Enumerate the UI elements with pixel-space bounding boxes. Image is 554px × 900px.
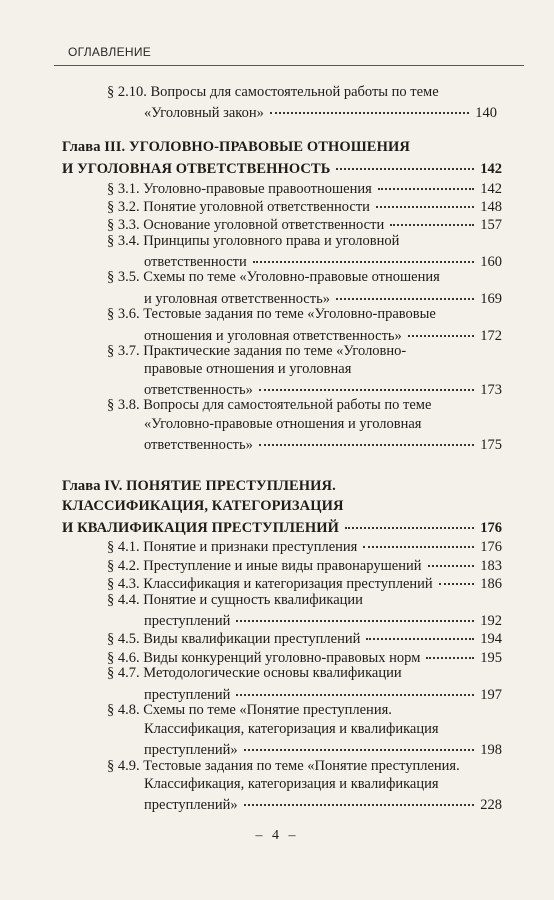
entry-text: преступлений» <box>144 742 238 758</box>
dot-leader <box>408 321 474 337</box>
page-ref: 169 <box>480 291 502 307</box>
page-ref: 142 <box>480 161 502 177</box>
dot-leader <box>336 284 474 300</box>
dot-leader <box>244 790 474 806</box>
entry-text: § 4.9. Тестовые задания по теме «Понятие преступления. <box>107 758 460 774</box>
entry-text: § 3.7. Практические задания по теме «Уголовно- <box>107 343 407 359</box>
entry-text: Глава III. УГОЛОВНО-ПРАВОВЫЕ ОТНОШЕНИЯ <box>62 139 410 155</box>
page-ref: 157 <box>480 217 502 233</box>
entry-text: преступлений <box>144 687 231 703</box>
entry-text: Классификация, категоризация и квалификация <box>144 721 439 737</box>
dot-leader <box>236 680 474 696</box>
page-ref: 195 <box>480 650 502 666</box>
entry-text: преступлений <box>144 613 231 629</box>
entry-text: § 4.4. Понятие и сущность квалификации <box>107 592 363 608</box>
entry-text: § 3.5. Схемы по теме «Уголовно-правовые отношения <box>107 269 440 285</box>
dot-leader <box>336 154 474 170</box>
entry-text: § 4.2. Преступление и иные виды правонарушений <box>107 558 422 574</box>
entry-text: § 3.3. Основание уголовной ответственности <box>107 217 385 233</box>
dot-leader <box>390 210 474 226</box>
page-ref: 183 <box>480 558 502 574</box>
entry-text: Классификация, категоризация и квалификация <box>144 776 439 792</box>
toc-entry-line <box>107 572 502 593</box>
page-ref: 198 <box>480 742 502 758</box>
page-ref: 176 <box>480 539 502 555</box>
dot-leader <box>244 735 474 751</box>
dot-leader <box>366 624 474 640</box>
page-ref: 172 <box>480 328 502 344</box>
dot-leader <box>428 551 475 567</box>
dot-leader <box>270 98 469 114</box>
toc-entry-line <box>107 701 502 719</box>
entry-text: ответственность» <box>144 437 253 453</box>
entry-text: отношения и уголовная ответственность» <box>144 328 402 344</box>
page-ref: 194 <box>480 631 502 647</box>
dot-leader <box>253 247 474 263</box>
toc-entry-line <box>107 342 502 360</box>
toc-entry-line <box>107 396 502 414</box>
dot-leader <box>378 174 474 190</box>
chapter-heading-line <box>62 477 502 495</box>
page-ref: 186 <box>480 576 502 592</box>
entry-text: Глава IV. ПОНЯТИЕ ПРЕСТУПЛЕНИЯ. <box>62 478 336 494</box>
entry-text: § 3.6. Тестовые задания по теме «Уголовно-правовые <box>107 306 436 322</box>
toc-entry-line <box>144 738 502 759</box>
page-ref: 192 <box>480 613 502 629</box>
page-ref: 197 <box>480 687 502 703</box>
page-ref: 148 <box>480 199 502 215</box>
entry-text: «Уголовный закон» <box>144 105 264 121</box>
dot-leader <box>376 192 474 208</box>
entry-text: § 2.10. Вопросы для самостоятельной работы по теме <box>107 84 439 100</box>
entry-text: КЛАССИФИКАЦИЯ, КАТЕГОРИЗАЦИЯ <box>62 498 344 514</box>
dot-leader <box>259 430 474 446</box>
entry-text: § 4.3. Классификация и категоризация преступлений <box>107 576 433 592</box>
entry-text: правовые отношения и уголовная <box>144 361 352 377</box>
dot-leader <box>439 569 474 585</box>
page-ref: 228 <box>480 797 502 813</box>
toc-entry-line <box>107 213 502 234</box>
page-number: – 4 – <box>255 828 299 843</box>
dot-leader <box>345 513 474 529</box>
entry-text: § 4.7. Методологические основы квалификации <box>107 665 402 681</box>
entry-text: § 3.1. Уголовно-правовые правоотношения <box>107 181 372 197</box>
header-rule <box>54 65 524 66</box>
page-ref: 140 <box>475 105 497 121</box>
page-ref: 160 <box>480 254 502 270</box>
entry-text: И КВАЛИФИКАЦИЯ ПРЕСТУПЛЕНИЙ <box>62 520 339 536</box>
toc-entry-line <box>144 793 502 814</box>
entry-text: И УГОЛОВНАЯ ОТВЕТСТВЕННОСТЬ <box>62 161 331 177</box>
toc-entry-line <box>144 101 497 122</box>
toc-entry-line <box>107 757 502 775</box>
entry-text: преступлений» <box>144 797 238 813</box>
page-ref: 173 <box>480 382 502 398</box>
page-ref: 142 <box>480 181 502 197</box>
entry-text: и уголовная ответственность» <box>144 291 330 307</box>
entry-text: § 4.6. Виды конкуренций уголовно-правовых норм <box>107 650 421 666</box>
entry-text: § 4.8. Схемы по теме «Понятие преступления. <box>107 702 392 718</box>
page-ref: 176 <box>480 520 502 536</box>
dot-leader <box>426 643 474 659</box>
entry-text: § 3.2. Понятие уголовной ответственности <box>107 199 370 215</box>
dot-leader <box>259 375 474 391</box>
running-head: ОГЛАВЛЕНИЕ <box>68 45 152 59</box>
dot-leader <box>236 606 474 622</box>
entry-text: ответственность» <box>144 382 253 398</box>
entry-text: ответственности <box>144 254 247 270</box>
toc-entry-line <box>144 433 502 454</box>
entry-text: «Уголовно-правовые отношения и уголовная <box>144 416 422 432</box>
entry-text: § 4.1. Понятие и признаки преступления <box>107 539 358 555</box>
entry-text: § 3.8. Вопросы для самостоятельной работы по теме <box>107 397 432 413</box>
page-ref: 175 <box>480 437 502 453</box>
dot-leader <box>363 532 474 548</box>
entry-text: § 3.4. Принципы уголовного права и уголовной <box>107 233 400 249</box>
entry-text: § 4.5. Виды квалификации преступлений <box>107 631 361 647</box>
